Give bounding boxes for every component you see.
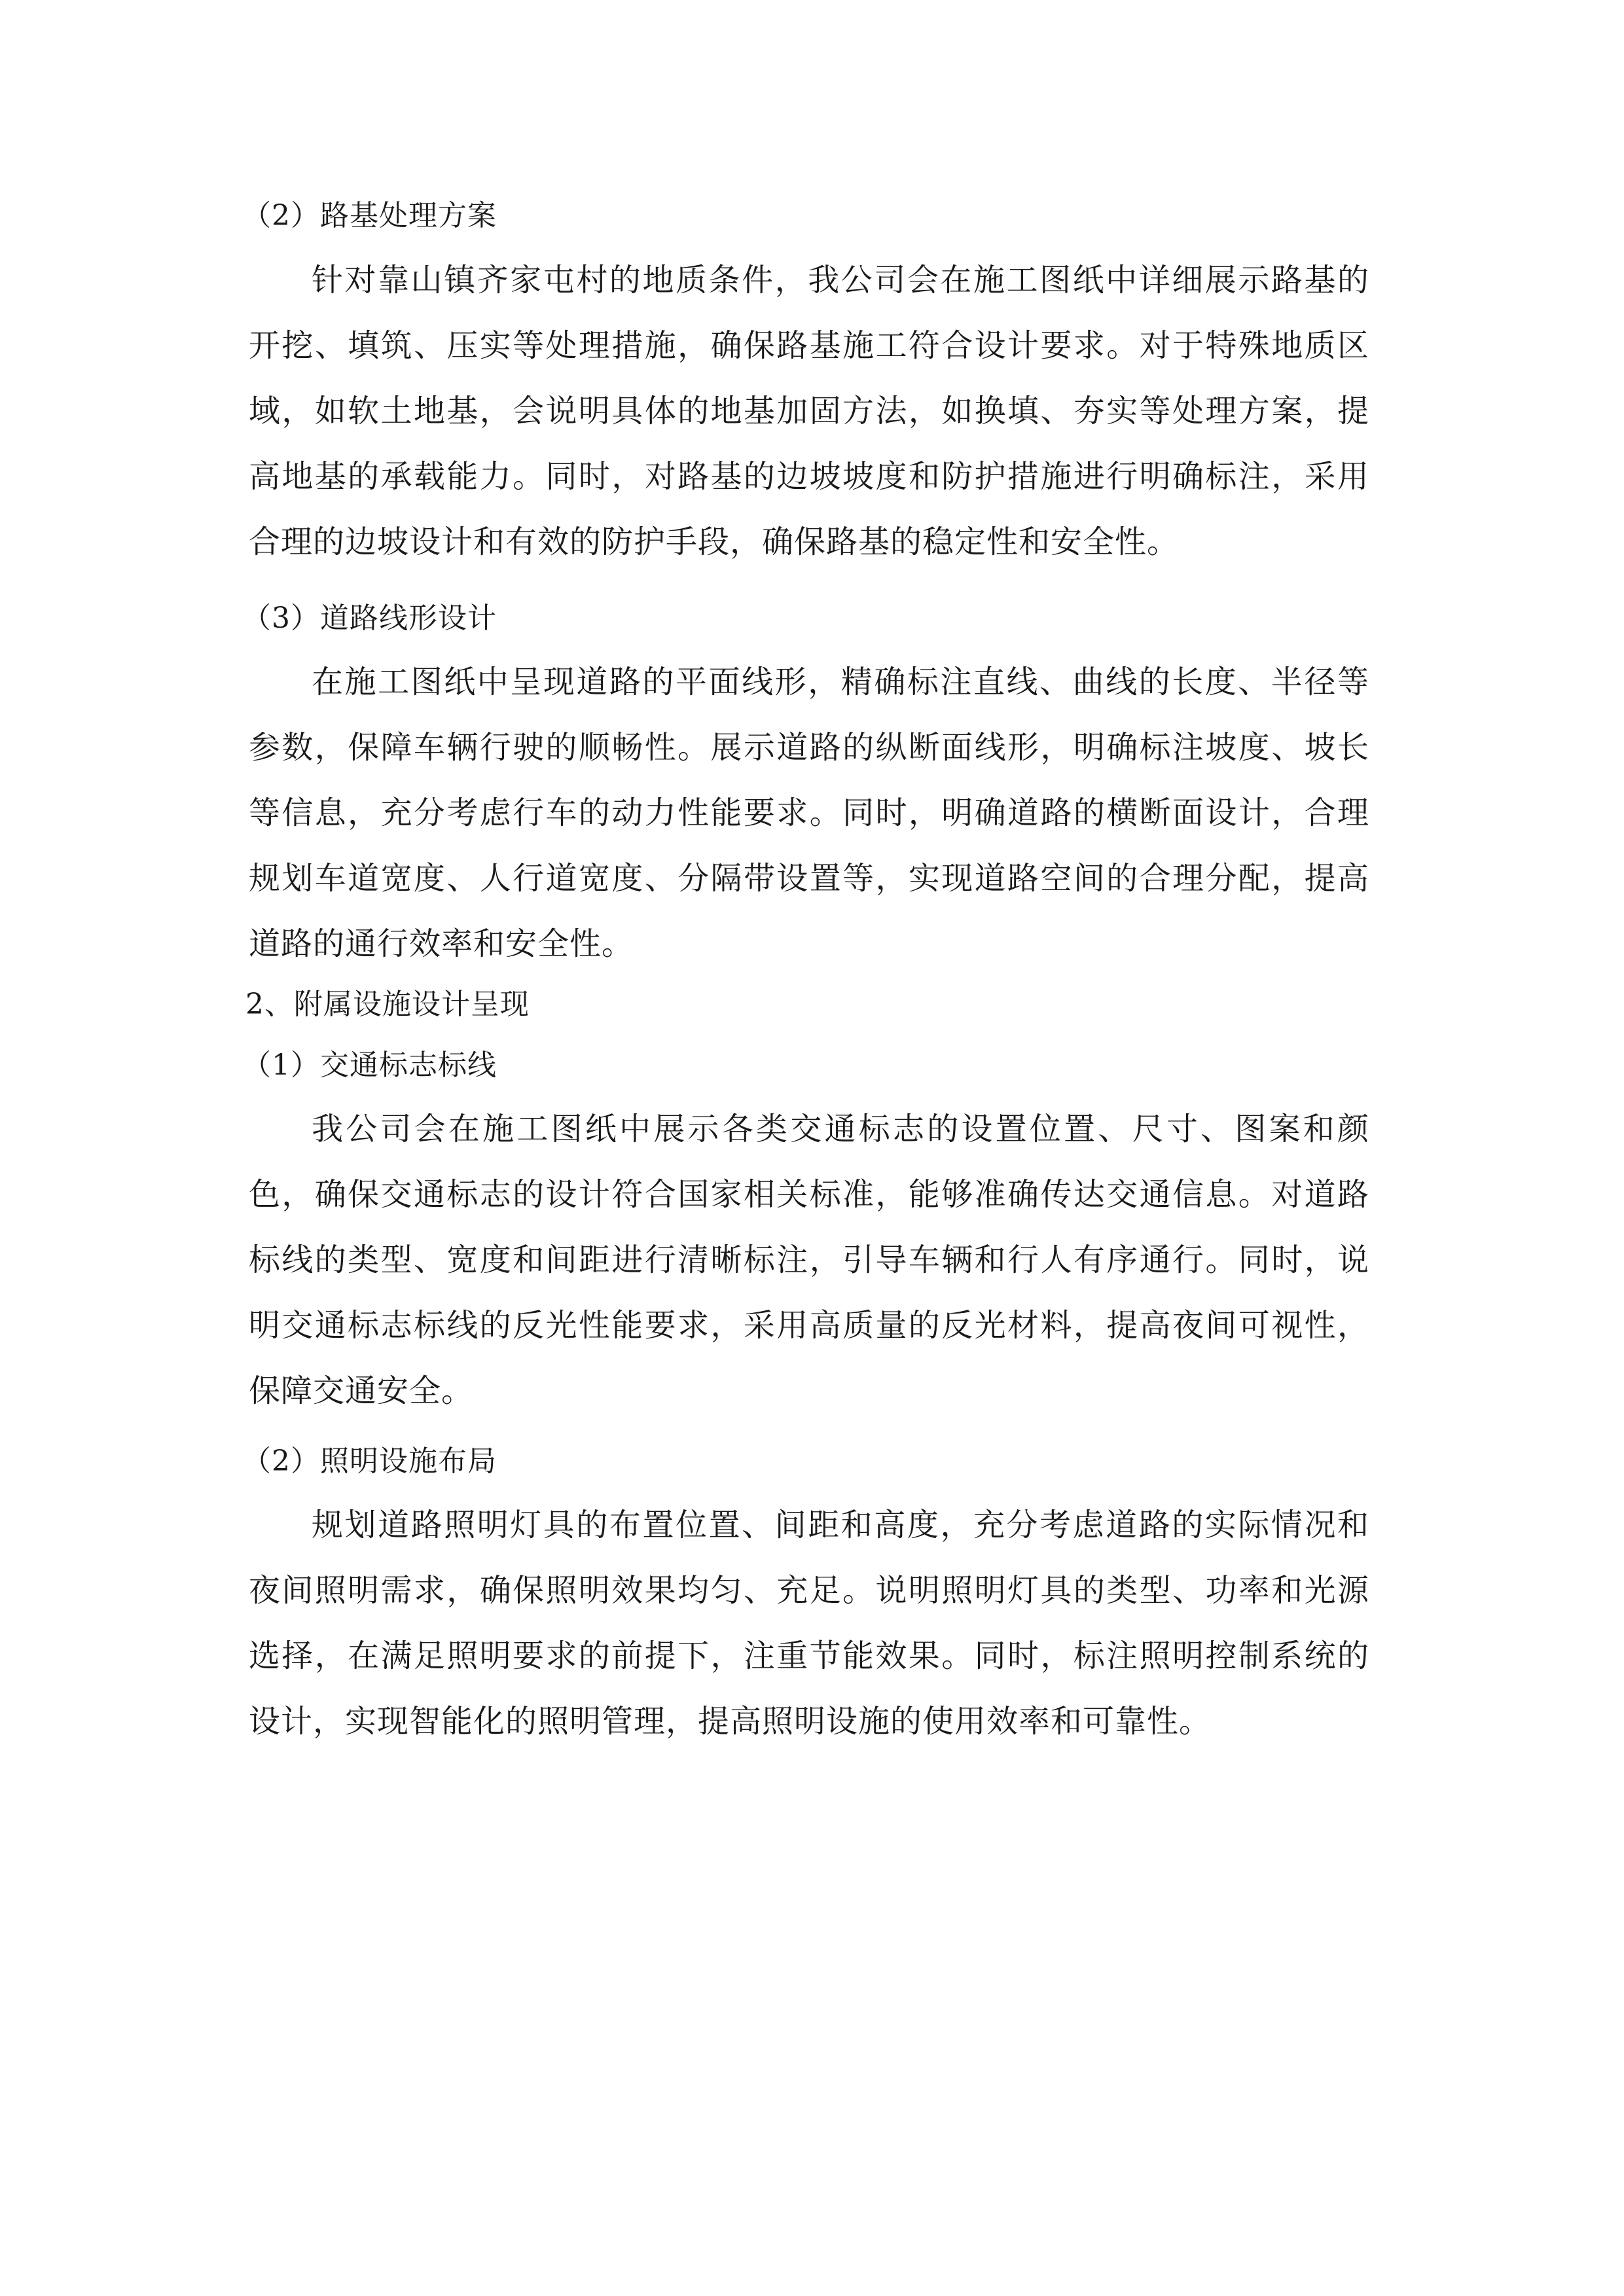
section-title-ancillary-facilities: 2、附属设施设计呈现: [245, 988, 530, 1021]
heading-lighting-layout: （2）照明设施布局: [242, 1444, 497, 1478]
heading-road-alignment: （3）道路线形设计: [242, 601, 497, 635]
paragraph-road-alignment: 在施工图纸中呈现道路的平面线形，精确标注直线、曲线的长度、半径等参数，保障车辆行驶的顺畅性。展示道路的纵断面线形，明确标注坡度、坡长等信息，充分考虑行车的动力性能要求。同时，明确道路的横断面设计，合理规划车道宽度、人行道宽度、分隔带设置等，实现道路空间的合理分配，提高道路的通行效率和安全性。: [249, 664, 1369, 962]
heading-traffic-signs-markings: （1）交通标志标线: [242, 1049, 497, 1082]
paragraph-traffic-signs-markings: 我公司会在施工图纸中展示各类交通标志的设置位置、尺寸、图案和颜色，确保交通标志的设计符合国家相关标准，能够准确传达交通信息。对道路标线的类型、宽度和间距进行清晰标注，引导车辆和行人有序通行。同时，说明交通标志标线的反光性能要求，采用高质量的反光材料，提高夜间可视性，保障交通安全。: [249, 1111, 1369, 1409]
paragraph-lighting-layout: 规划道路照明灯具的布置位置、间距和高度，充分考虑道路的实际情况和夜间照明需求，确保照明效果均匀、充足。说明照明灯具的类型、功率和光源选择，在满足照明要求的前提下，注重节能效果。同时，标注照明控制系统的设计，实现智能化的照明管理，提高照明设施的使用效率和可靠性。: [249, 1507, 1369, 1740]
heading-subgrade-treatment: （2）路基处理方案: [242, 199, 497, 232]
paragraph-subgrade-treatment: 针对靠山镇齐家屯村的地质条件，我公司会在施工图纸中详细展示路基的开挖、填筑、压实等处理措施，确保路基施工符合设计要求。对于特殊地质区域，如软土地基，会说明具体的地基加固方法，如换填、夯实等处理方案，提高地基的承载能力。同时，对路基的边坡坡度和防护措施进行明确标注，采用合理的边坡设计和有效的防护手段，确保路基的稳定性和安全性。: [249, 262, 1369, 560]
